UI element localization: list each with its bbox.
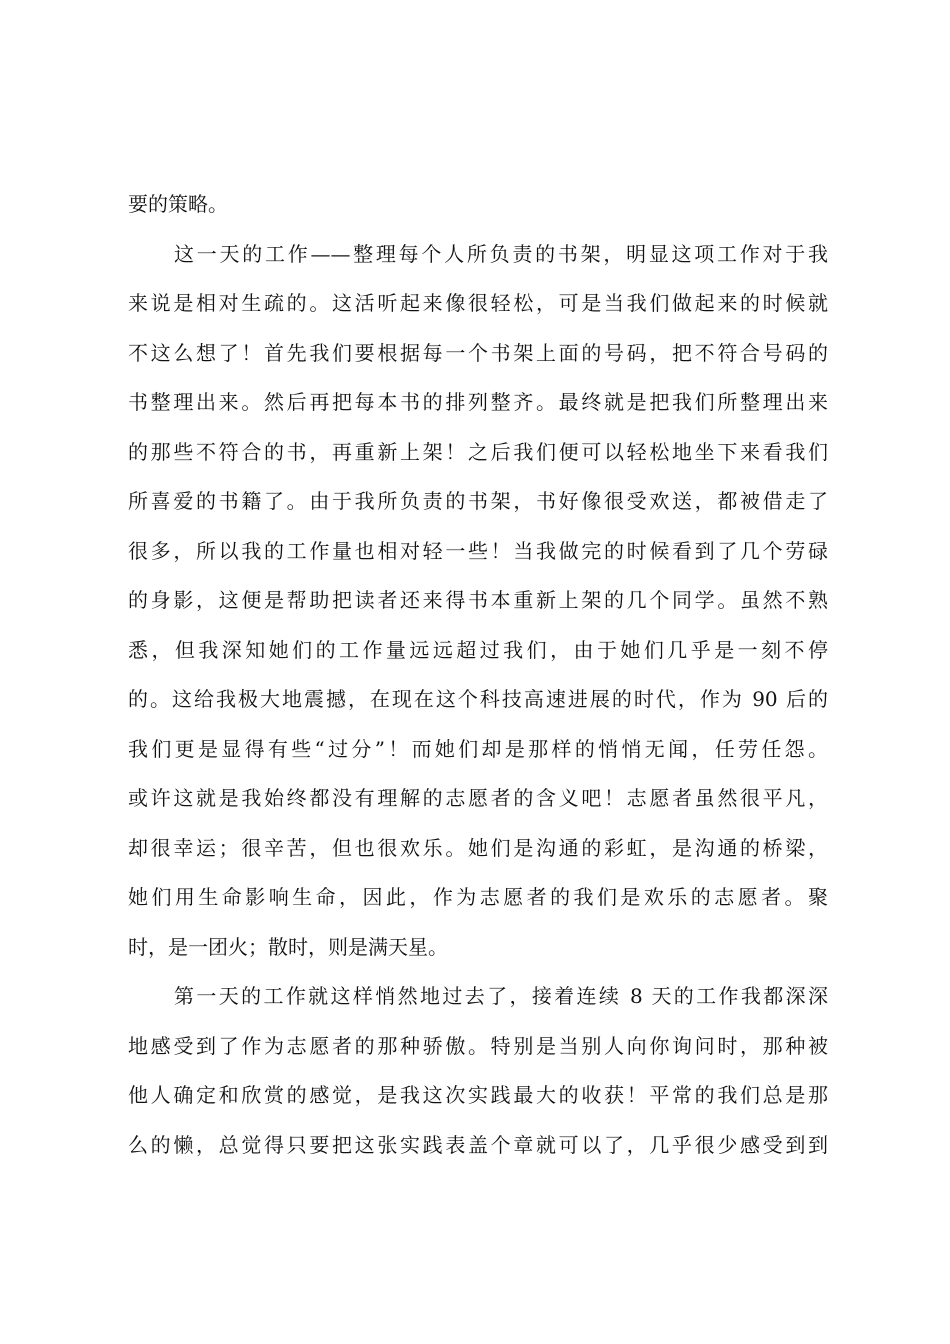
text-line: 时，是一团火；散时，则是满天星。 <box>128 934 448 959</box>
text-line: 来说是相对生疏的。这活听起来像很轻松，可是当我们做起来的时候就 <box>128 291 828 315</box>
text-line: 的那些不符合的书，再重新上架！之后我们便可以轻松地坐下来看我们 <box>128 439 828 464</box>
text-line: 的。这给我极大地震撼，在现在这个科技高速进展的时代，作为 90 后的 <box>128 687 828 711</box>
text-line: 的身影，这便是帮助把读者还来得书本重新上架的几个同学。虽然不熟 <box>128 588 828 612</box>
text-line: 却很幸运；很辛苦，但也很欢乐。她们是沟通的彩虹，是沟通的桥梁， <box>128 835 828 860</box>
text-line: 我们更是显得有些“过分”！而她们却是那样的悄悄无闻，任劳任怨。 <box>128 736 828 761</box>
text-line: 地感受到了作为志愿者的那种骄傲。特别是当别人向你询问时，那种被 <box>128 1033 828 1058</box>
text-line: 他人确定和欣赏的感觉，是我这次实践最大的收获！平常的我们总是那 <box>128 1083 828 1107</box>
text-line: 她们用生命影响生命，因此，作为志愿者的我们是欢乐的志愿者。聚 <box>128 885 828 909</box>
text-line: 悉，但我深知她们的工作量远远超过我们，由于她们几乎是一刻不停 <box>128 637 828 662</box>
text-line: 很多，所以我的工作量也相对轻一些！当我做完的时候看到了几个劳碌 <box>128 538 828 563</box>
text-line: 书整理出来。然后再把每本书的排列整齐。最终就是把我们所整理出来 <box>128 390 828 414</box>
text-line: 所喜爱的书籍了。由于我所负责的书架，书好像很受欢送，都被借走了 <box>128 489 828 513</box>
text-line: 第一天的工作就这样悄然地过去了，接着连续 8 天的工作我都深深 <box>174 984 828 1008</box>
text-line: 不这么想了！首先我们要根据每一个书架上面的号码，把不符合号码的 <box>128 340 828 365</box>
text-line: 这一天的工作——整理每个人所负责的书架，明显这项工作对于我 <box>174 241 828 266</box>
body-text <box>128 180 828 1170</box>
text-line: 么的懒，总觉得只要把这张实践表盖个章就可以了，几乎很少感受到到 <box>128 1132 828 1157</box>
text-line: 或许这就是我始终都没有理解的志愿者的含义吧！志愿者虽然很平凡， <box>128 786 828 810</box>
text-line: 要的策略。 <box>128 192 228 216</box>
